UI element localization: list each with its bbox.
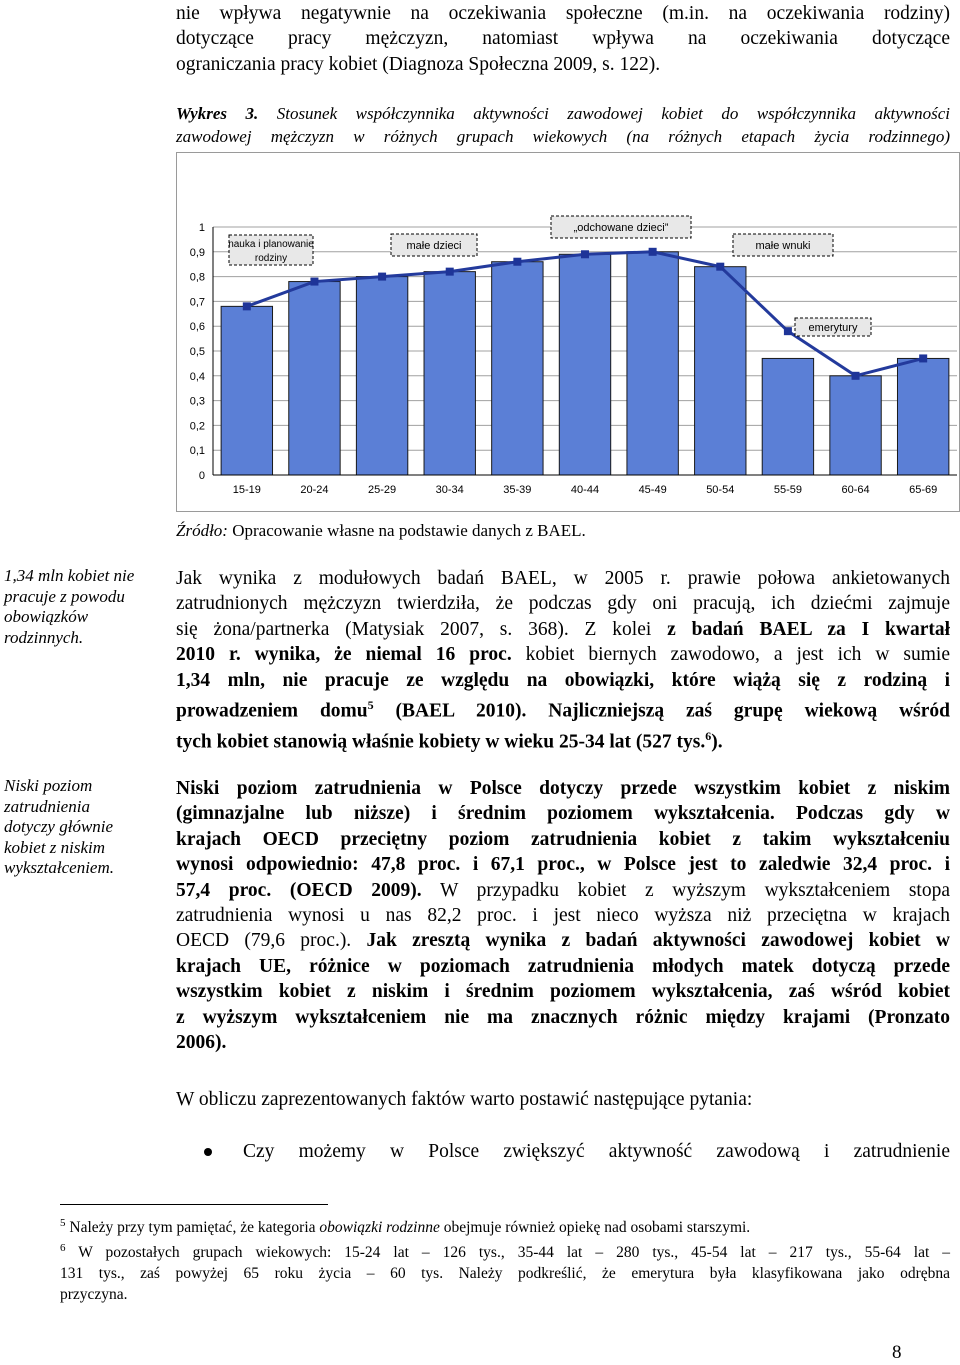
x-tick-label: 60-64 — [841, 484, 870, 496]
text-run: OECD (79,6 proc.). — [176, 930, 367, 952]
paragraph-line: 1,34 mln, nie pracuje ze względu na obowiązki, które wiążą się z rodziną i — [176, 669, 950, 691]
bold-run: Jak zresztą wynika z badań aktywności zawodowej kobiet w — [366, 930, 951, 952]
bar — [627, 252, 678, 475]
footnote-6 — [60, 1238, 950, 1263]
footnote-6-line: przyczyna. — [60, 1286, 128, 1304]
bold-run: prowadzeniem domu — [176, 700, 368, 722]
paragraph-line: Niski poziom zatrudnienia w Polsce dotyczy przede wszystkim kobiet z niskim — [176, 778, 950, 799]
y-tick-label: 0,9 — [189, 246, 205, 259]
x-tick-label: 30-34 — [435, 484, 464, 496]
bar — [221, 306, 272, 475]
line-marker — [310, 278, 318, 286]
line-marker — [919, 354, 927, 362]
y-tick-label: 0,5 — [189, 346, 205, 358]
paragraph-line: krajach OECD przeciętny poziom zatrudnienia kobiet z takim wykształceniu — [176, 828, 950, 850]
paragraph-2 — [176, 776, 950, 1055]
line-marker — [852, 372, 860, 380]
bar — [356, 277, 407, 475]
y-tick-label: 0,7 — [189, 296, 205, 309]
y-tick-label: 0,4 — [189, 370, 205, 383]
side-note-line: rodzinnych. — [4, 627, 84, 647]
y-tick-label: 0,6 — [189, 321, 205, 334]
footnote-6-line: 131 tys., zaś powyżej 65 roku życia – 60 tys. Należy podkreślić, że emerytura była klasyfikowana jako odrębna — [60, 1265, 950, 1283]
annotation-odchowane — [551, 216, 691, 238]
bar — [424, 272, 475, 475]
figure-caption-line: zawodowej mężczyzn w różnych grupach wiekowych (na różnych etapach życia rodzinnego) — [176, 127, 950, 146]
text-run: W przypadku kobiet z wyższym wykształceniem stopa — [421, 879, 950, 901]
annotation-text: małe wnuki — [755, 240, 811, 252]
footnote-5 — [60, 1213, 950, 1238]
bar — [762, 358, 813, 475]
line-marker — [581, 250, 589, 258]
top-paragraph-line: nie wpływa negatywnie na oczekiwania społeczne (m.in. na oczekiwania rodziny) — [176, 3, 950, 24]
bold-run: z badań BAEL za I kwartał — [667, 618, 951, 640]
paragraph-line: z wyższym wykształceniem nie ma znacznych różnic między krajami (Pronzato — [176, 1006, 950, 1028]
footnotes — [60, 1213, 950, 1305]
text-run: kobiet biernych zawodowo, a jest ich w sumie — [511, 644, 951, 666]
paragraph-line: wszystkim kobiet z niskim i średnim poziomem wykształcenia, zaś wśród kobiet — [176, 981, 950, 1003]
line-marker — [513, 258, 521, 266]
paragraph-line: (gimnazjalne lub niższe) i średnim poziomem wykształcenia. Podczas gdy w — [176, 803, 950, 825]
paragraph-line: krajach UE, różnice w poziomach zatrudnienia młodych matek dotyczą przede — [176, 955, 950, 977]
chart-frame — [176, 152, 960, 512]
bold-run: (BAEL 2010). Najliczniejszą zaś grupę wiekową wśród — [373, 700, 950, 722]
side-note-line: pracuje z powodu — [4, 586, 125, 606]
y-tick-label: 0,1 — [189, 445, 205, 458]
paragraph-3: W obliczu zaprezentowanych faktów warto postawić następujące pytania: — [176, 1089, 753, 1110]
footnote-ref[interactable]: 5 — [367, 698, 374, 713]
bold-run: tych kobiet stanowią właśnie kobiety w wieku 25-34 lat (527 tys. — [176, 731, 706, 753]
annotation-text: „odchowane dzieci” — [573, 222, 669, 234]
paragraph-1 — [176, 566, 950, 755]
top-paragraph — [176, 1, 950, 77]
source-text: Opracowanie własne na podstawie danych z BAEL. — [232, 521, 586, 540]
x-tick-label: 15-19 — [232, 484, 261, 496]
side-note-line: Niski poziom — [4, 776, 93, 795]
line-marker — [378, 273, 386, 281]
top-paragraph-line: dotyczące pracy mężczyzn, natomiast wpływa na oczekiwania dotyczące — [176, 28, 950, 50]
side-note-line: 1,34 mln kobiet nie — [4, 566, 135, 585]
text-run: obejmuje również opiekę nad osobami starszymi. — [439, 1219, 751, 1237]
side-note-2 — [4, 776, 164, 879]
annotation-male-dzieci — [391, 234, 477, 256]
text-run: się żona/partnerka (Matysiak 2007, s. 368). Z kolei — [176, 618, 668, 640]
paragraph-line — [176, 724, 950, 755]
figure-title: Stosunek współczynnika aktywności zawodowej kobiet do współczynnika aktywności — [276, 104, 950, 123]
y-tick-label: 0,3 — [189, 395, 205, 408]
figure-label: Wykres 3. — [176, 104, 259, 123]
bar — [897, 358, 948, 475]
line-marker — [243, 302, 251, 310]
annotation-text: nauka i planowanie — [228, 239, 314, 250]
paragraph-line — [176, 642, 950, 667]
x-tick-label: 65-69 — [909, 484, 938, 496]
top-paragraph-line: ograniczania pracy kobiet (Diagnoza Społeczna 2009, s. 122). — [176, 53, 661, 75]
y-tick-label: 1 — [198, 222, 205, 234]
annotation-nauka — [228, 235, 314, 265]
annotation-male-wnuki — [733, 234, 833, 256]
side-note-line: kobiet z niskim — [4, 837, 106, 857]
bar — [830, 376, 881, 475]
paragraph-line — [176, 617, 950, 642]
bold-run: ). — [711, 731, 723, 753]
bar — [289, 282, 340, 475]
footnote-ref[interactable]: 6 — [705, 728, 712, 743]
x-tick-label: 45-49 — [638, 484, 667, 496]
line-marker — [649, 248, 657, 256]
text-run: Należy przy tym pamiętać, że kategoria — [65, 1219, 320, 1237]
paragraph-line: wynosi odpowiednio: 47,8 proc. i 67,1 proc., w Polsce jest to zaledwie 32,4 proc. i — [176, 854, 950, 876]
page-number: 8 — [892, 1342, 902, 1363]
source-note — [176, 520, 586, 542]
text-run: W pozostałych grupach wiekowych: 15-24 lat – 126 tys., 35-44 lat – 280 tys., 45-54 lat – 217 tys., 55-64 lat – — [65, 1244, 950, 1262]
y-tick-label: 0,2 — [189, 420, 205, 433]
annotation-text: emerytury — [808, 322, 858, 334]
side-note-line: obowiązków — [4, 607, 89, 626]
line-marker — [446, 268, 454, 276]
bar — [695, 267, 746, 475]
side-note-line: zatrudnienia — [4, 796, 90, 816]
paragraph-line: zatrudnionych mężczyzn twierdziła, że podczas gdy oni pracują, ich dziećmi zajmuje — [176, 593, 950, 615]
paragraph-line: Jak wynika z modułowych badań BAEL, w 2005 r. prawie połowa ankietowanych — [176, 568, 950, 589]
figure-caption-line — [176, 102, 950, 125]
x-tick-label: 50-54 — [706, 484, 735, 496]
source-label: Źródło: — [176, 521, 228, 540]
footnote-divider — [60, 1204, 328, 1205]
bar — [559, 254, 610, 475]
y-tick-label: 0 — [198, 470, 205, 482]
paragraph-line — [176, 928, 950, 953]
line-marker — [784, 327, 792, 335]
side-note-line: dotyczy głównie — [4, 817, 114, 836]
x-tick-label: 35-39 — [503, 484, 532, 496]
paragraph-line: 2006). — [176, 1032, 227, 1054]
annotation-emerytury — [795, 318, 871, 336]
annotation-text: małe dzieci — [406, 240, 462, 252]
bold-run: 57,4 proc. (OECD 2009). — [176, 879, 422, 901]
bullet-text: Czy możemy w Polsce zwiększyć aktywność zawodową i zatrudnienie — [243, 1141, 950, 1162]
side-note-line: wykształceniem. — [4, 858, 114, 877]
x-tick-label: 55-59 — [773, 484, 802, 496]
bullet-item — [200, 1139, 950, 1164]
bar-line-chart — [177, 153, 959, 511]
y-tick-label: 0,8 — [189, 271, 205, 284]
paragraph-line: zatrudnienia wynosi u nas 82,2 proc. i jest nieco wyższa niż przeciętna w krajach — [176, 905, 950, 927]
line-marker — [716, 263, 724, 271]
bold-run: 2010 r. wynika, że niemal 16 proc. — [176, 644, 512, 666]
annotation-text: rodziny — [254, 253, 288, 264]
x-tick-label: 40-44 — [570, 484, 600, 496]
paragraph-line — [176, 878, 950, 903]
x-tick-label: 25-29 — [368, 484, 397, 496]
x-tick-label: 20-24 — [300, 484, 329, 496]
footnote-number: 5 — [60, 1217, 66, 1229]
paragraph-line — [176, 693, 950, 724]
footnote-number: 6 — [60, 1242, 66, 1255]
italic-run: obowiązki rodzinne — [319, 1219, 440, 1237]
bar — [492, 262, 543, 475]
bullet-dot-icon — [204, 1148, 212, 1156]
figure-caption — [176, 102, 950, 148]
side-note-1 — [4, 566, 164, 648]
